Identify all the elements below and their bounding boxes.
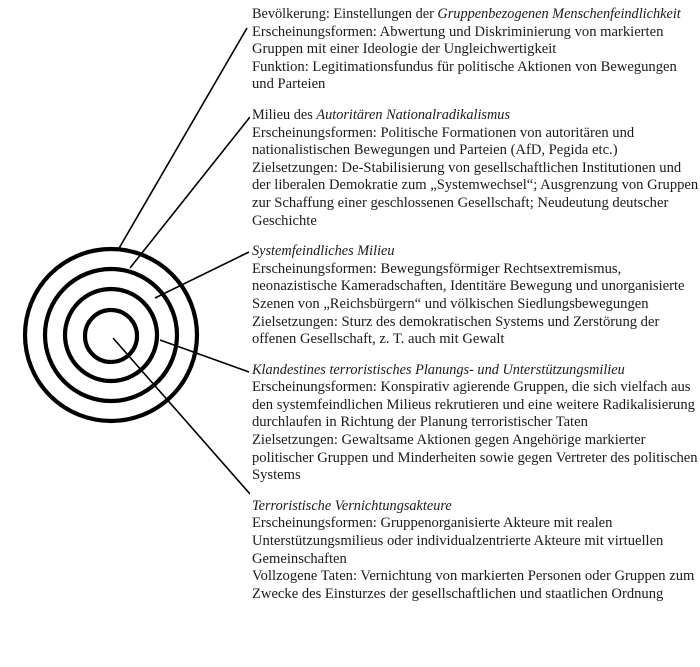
block-heading-italic: Autoritären Nationalradikalismus (316, 106, 511, 123)
block-heading-italic: Terroristische Vernichtungsakteure (252, 497, 452, 514)
block-klandestines-milieu (252, 362, 700, 485)
block-bevoelkerung (252, 6, 700, 94)
ring-systemfeindliches-milieu (65, 289, 157, 381)
leader-lines-group (113, 28, 250, 494)
leader-line-systemfeindliches (155, 252, 249, 298)
block-paragraph: Erscheinungsformen: Gruppenorganisierte Akteure mit realen Unterstützungsmilieus oder individualzentrierte Akteure mit virtuellen Gemeinschaften (252, 515, 664, 567)
block-paragraph: Funktion: Legitimationsfundus für politische Aktionen von Bewegungen und Parteien (252, 58, 677, 93)
block-paragraph: Erscheinungsformen: Bewegungsförmiger Rechtsextremismus, neonazistische Kameradschaften, Identitäre Bewegung und unorganisierte Szenen von „Reichsbürgern“ und völkischen Siedlungsbewegungen (252, 260, 685, 312)
block-paragraph: Erscheinungsformen: Konspirativ agierende Gruppen, die sich vielfach aus den systemfeindlichen Milieus rekrutieren und eine weitere Radikalisierung durchlaufen in Richtung der Planung terroristischer Taten (252, 379, 695, 431)
block-terroristische-vernichtungsakteure (252, 498, 700, 604)
block-heading (252, 107, 700, 125)
block-systemfeindliches-milieu (252, 243, 700, 349)
block-heading-plain: Bevölkerung: Einstellungen der (252, 6, 438, 22)
diagram-svg (0, 0, 250, 667)
ring-outer-bevoelkerung (25, 249, 197, 421)
block-paragraph: Erscheinungsformen: Abwertung und Diskriminierung von markierten Gruppen mit einer Ideologie der Ungleichwertigkeit (252, 23, 664, 58)
block-heading-italic: Gruppenbezogenen Menschenfeindlichkeit (437, 6, 681, 22)
rings-group (25, 249, 197, 421)
concentric-circles-diagram (0, 0, 250, 667)
block-heading-italic: Klandestines terroristisches Planungs- und Unterstützungsmilieu (252, 361, 625, 378)
block-autoritaerer-nationalradikalismus (252, 107, 700, 230)
block-paragraph: Zielsetzungen: Gewaltsame Aktionen gegen Angehörige markierter politischer Gruppen und Minderheiten sowie gegen Vertreter des politischen Systems (252, 432, 698, 484)
block-paragraph: Erscheinungsformen: Politische Formationen von autoritären und nationalistischen Bewegungen und Parteien (AfD, Pegida etc.) (252, 124, 635, 159)
block-heading (252, 243, 700, 261)
block-heading-plain: Milieu des (252, 106, 317, 123)
leader-line-bevoelkerung (118, 28, 247, 250)
leader-line-nationalradikalismus (130, 117, 250, 268)
block-paragraph: Vollzogene Taten: Vernichtung von markierten Personen oder Gruppen zum Zwecke des Einsturzes der gesellschaftlichen und staatlichen Ordnung (252, 568, 695, 602)
ring-klandestines-milieu (85, 310, 137, 362)
block-heading (252, 362, 700, 380)
block-paragraph: Zielsetzungen: Sturz des demokratischen Systems und Zerstörung der offenen Gesellschaft, z. T. auch mit Gewalt (252, 313, 660, 348)
block-heading-italic: Systemfeindliches Milieu (252, 243, 395, 260)
block-heading (252, 6, 700, 24)
block-heading (252, 498, 700, 516)
block-paragraph: Zielsetzungen: De-Stabilisierung von gesellschaftlichen Institutionen und der liberalen Demokratie zum „Systemwechsel“; Ausgrenzung von Gruppen zur Schaffung einer geschlossenen Gesellschaft; Neudeutung deutscher Geschichte (252, 159, 699, 229)
description-blocks (252, 6, 700, 603)
